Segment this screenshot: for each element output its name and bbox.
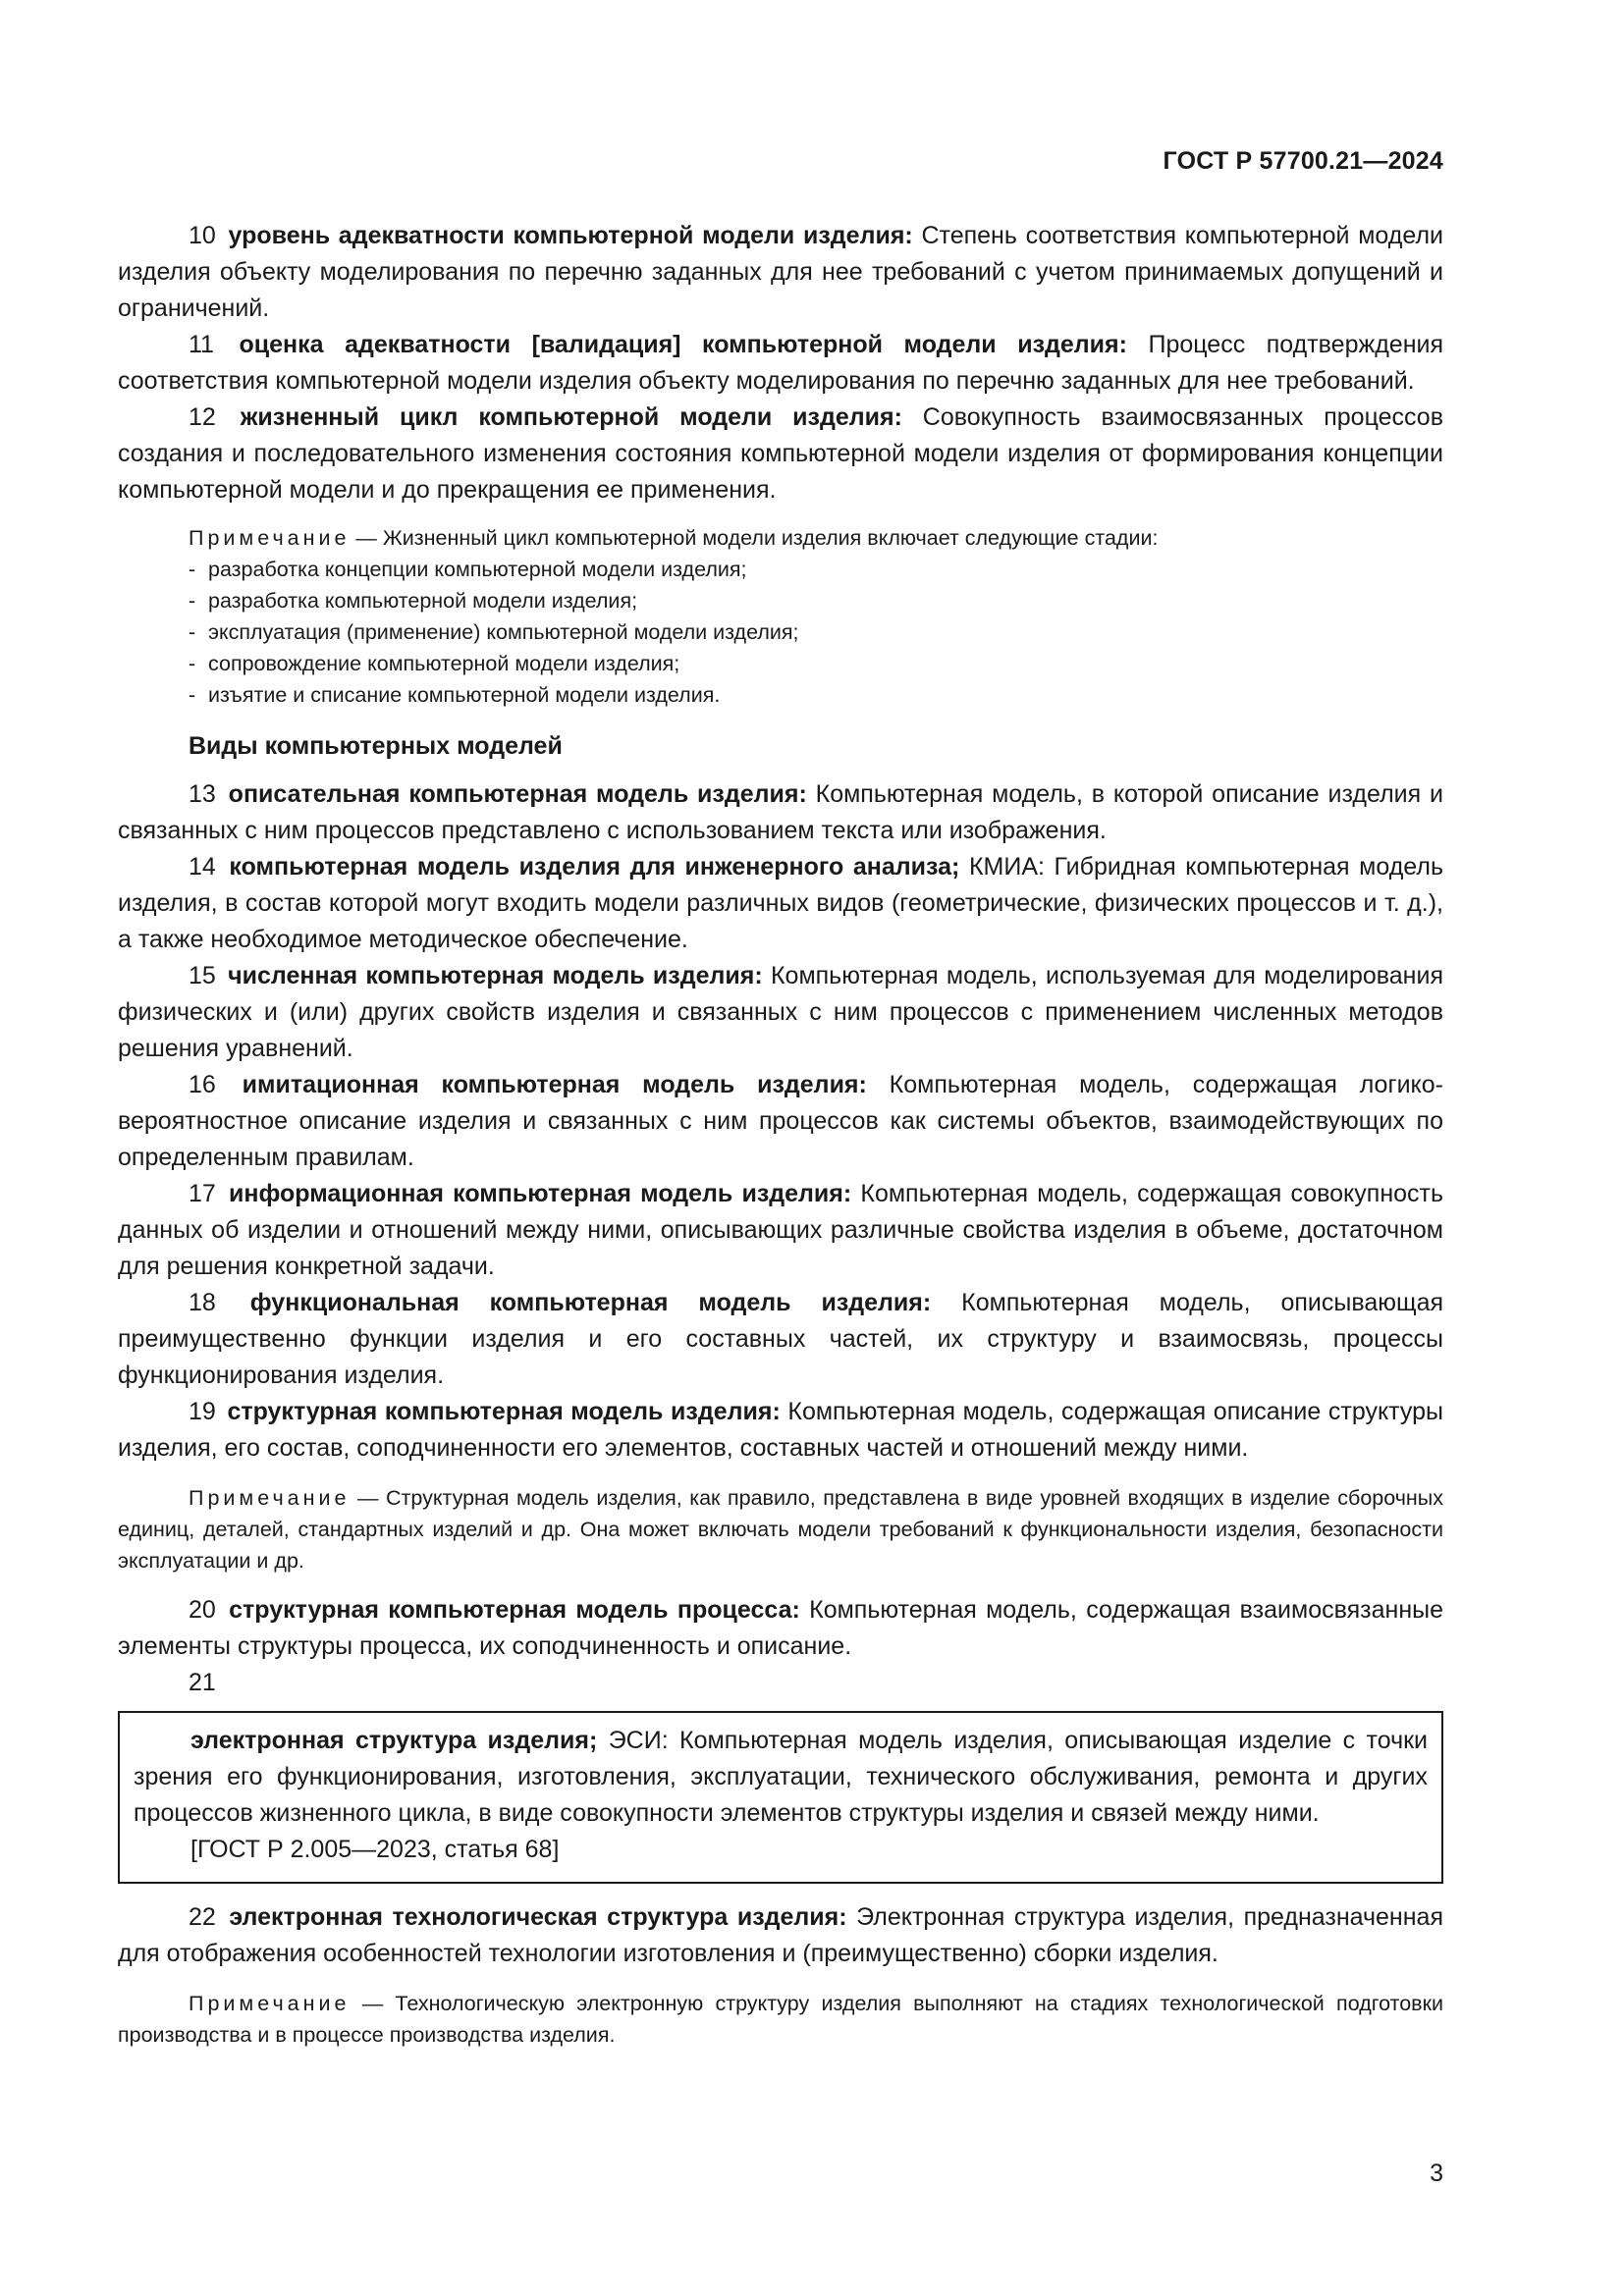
term-17 — [118, 1176, 1443, 1285]
term-number: 14 — [189, 853, 216, 881]
note-body: — Технологическую электронную структуру изделия выполняют на стадиях технологической подготовки производства и в процессе производства изделия. — [118, 1992, 1443, 2047]
term-name: электронная технологическая структура изделия: — [229, 1903, 847, 1931]
term-number: 21 — [189, 1669, 216, 1696]
list-item: - сопровождение компьютерной модели изделия; — [189, 648, 1443, 679]
note-label: Примечание — [189, 526, 351, 550]
term-16 — [118, 1067, 1443, 1176]
note-text — [189, 522, 1443, 554]
term-number: 17 — [189, 1180, 216, 1207]
term-18 — [118, 1285, 1443, 1394]
standard-designation: ГОСТ Р 57700.21—2024 — [1163, 147, 1443, 175]
term-name: компьютерная модель изделия для инженерного анализа; — [229, 853, 960, 881]
note-structural-model — [118, 1482, 1443, 1576]
term-number: 18 — [189, 1289, 216, 1316]
term-definition: Компьютерная модель, описывающая преимущественно функции изделия и его составных частей, их структуру и взаимосвязь, процессы функционирования изделия. — [118, 1289, 1444, 1389]
term-definition: Компьютерная модель, в которой описание изделия и связанных с ним процессов представлено с использованием текста или изображения. — [118, 780, 1443, 844]
term-number: 19 — [189, 1398, 216, 1425]
term-12 — [118, 400, 1443, 508]
term-number: 12 — [189, 403, 216, 431]
term-source: [ГОСТ Р 2.005—2023, статья 68] — [190, 1836, 560, 1863]
term-definition: Компьютерная модель, содержащая логико-вероятностное описание изделия и связанных с ним процессов как системы объектов, взаимодействующих по определенным правилам. — [118, 1071, 1443, 1171]
term-name: информационная компьютерная модель изделия: — [229, 1180, 852, 1207]
term-name: имитационная компьютерная модель изделия: — [242, 1071, 867, 1098]
list-item: - эксплуатация (применение) компьютерной модели изделия; — [189, 616, 1443, 648]
term-11 — [118, 327, 1443, 400]
term-definition: Процесс подтверждения соответствия компьютерной модели изделия объекту моделирования по перечню заданных для нее требований. — [118, 331, 1444, 395]
term-number: 13 — [189, 780, 216, 808]
term-number: 22 — [189, 1903, 216, 1931]
term-number: 15 — [189, 962, 216, 989]
term-10 — [118, 218, 1443, 327]
term-definition: Степень соответствия компьютерной модели изделия объекту моделирования по перечню заданных для нее требований с учетом принимаемых допущений и ограничений. — [118, 222, 1443, 322]
note-lifecycle — [118, 522, 1443, 554]
section-title: Виды компьютерных моделей — [189, 732, 563, 760]
term-name: структурная компьютерная модель изделия: — [227, 1398, 781, 1425]
term-14 — [118, 849, 1443, 958]
term-name: структурная компьютерная модель процесса: — [229, 1596, 800, 1624]
list-item: - разработка компьютерной модели изделия; — [189, 585, 1443, 616]
term-19 — [118, 1394, 1443, 1467]
term-21 — [134, 1723, 1428, 1832]
page-number: 3 — [1430, 2160, 1443, 2187]
document-body — [118, 147, 1443, 2051]
note-tech-structure — [118, 1988, 1443, 2051]
term-definition: Электронная структура изделия, предназначенная для отображения особенностей технологии изготовления и (преимущественно) сборки изделия. — [118, 1903, 1443, 1967]
list-item: - разработка концепции компьютерной модели изделия; — [189, 554, 1443, 585]
lifecycle-stages-list — [118, 554, 1443, 711]
term-name: функциональная компьютерная модель изделия: — [249, 1289, 932, 1316]
term-definition: КМИА: Гибридная компьютерная модель изделия, в состав которой могут входить модели различных видов (геометрические, физических процессов и т. д.), а также необходимое методическое обеспечение. — [118, 853, 1443, 953]
term-name: численная компьютерная модель изделия: — [228, 962, 763, 989]
term-definition: Компьютерная модель, содержащая описание структуры изделия, его состав, соподчиненности его элементов, составных частей и отношений между ними. — [118, 1398, 1443, 1462]
term-20 — [118, 1592, 1443, 1665]
note-body: — Структурная модель изделия, как правило, представлена в виде уровней входящих в изделие сборочных единиц, деталей, стандартных изделий и др. Она может включать модели требований к функциональности изделия, безопасности эксплуатации и др. — [118, 1486, 1443, 1573]
quoted-term-box — [118, 1711, 1443, 1884]
term-name: электронная структура изделия; — [190, 1727, 598, 1754]
term-22 — [118, 1899, 1443, 1972]
term-15 — [118, 958, 1443, 1067]
term-number: 10 — [189, 222, 216, 249]
term-name: уровень адекватности компьютерной модели изделия: — [228, 222, 913, 249]
term-name: оценка адекватности [валидация] компьютерной модели изделия: — [239, 331, 1127, 358]
note-label: Примечание — [189, 1992, 351, 2015]
term-definition: Компьютерная модель, содержащая совокупность данных об изделии и отношений между ними, описывающих различные свойства изделия в объеме, достаточном для решения конкретной задачи. — [118, 1180, 1444, 1280]
term-13 — [118, 776, 1443, 849]
term-number: 11 — [189, 331, 214, 358]
list-item: - изъятие и списание компьютерной модели изделия. — [189, 679, 1443, 711]
term-definition: ЭСИ: Компьютерная модель изделия, описывающая изделие с точки зрения его функционирования, изготовления, эксплуатации, технического обслуживания, ремонта и других процессов жизненного цикла, в виде совокупности элементов структуры изделия и связей между ними. — [134, 1727, 1428, 1827]
term-21-number — [118, 1665, 1443, 1701]
note-label: Примечание — [189, 1486, 351, 1510]
term-number: 20 — [189, 1596, 216, 1624]
term-definition: Совокупность взаимосвязанных процессов создания и последовательного изменения состояния компьютерной модели изделия от формирования концепции компьютерной модели и до прекращения ее применения. — [118, 403, 1443, 504]
term-number: 16 — [189, 1071, 216, 1098]
note-body: — Жизненный цикл компьютерной модели изделия включает следующие стадии: — [350, 526, 1159, 550]
term-definition: Компьютерная модель, используемая для моделирования физических и (или) других свойств изделия и связанных с ним процессов с применением численных методов решения уравнений. — [118, 962, 1443, 1062]
term-name: жизненный цикл компьютерной модели изделия: — [240, 403, 902, 431]
term-definition: Компьютерная модель, содержащая взаимосвязанные элементы структуры процесса, их соподчиненность и описание. — [118, 1596, 1443, 1660]
term-name: описательная компьютерная модель изделия: — [228, 780, 807, 808]
